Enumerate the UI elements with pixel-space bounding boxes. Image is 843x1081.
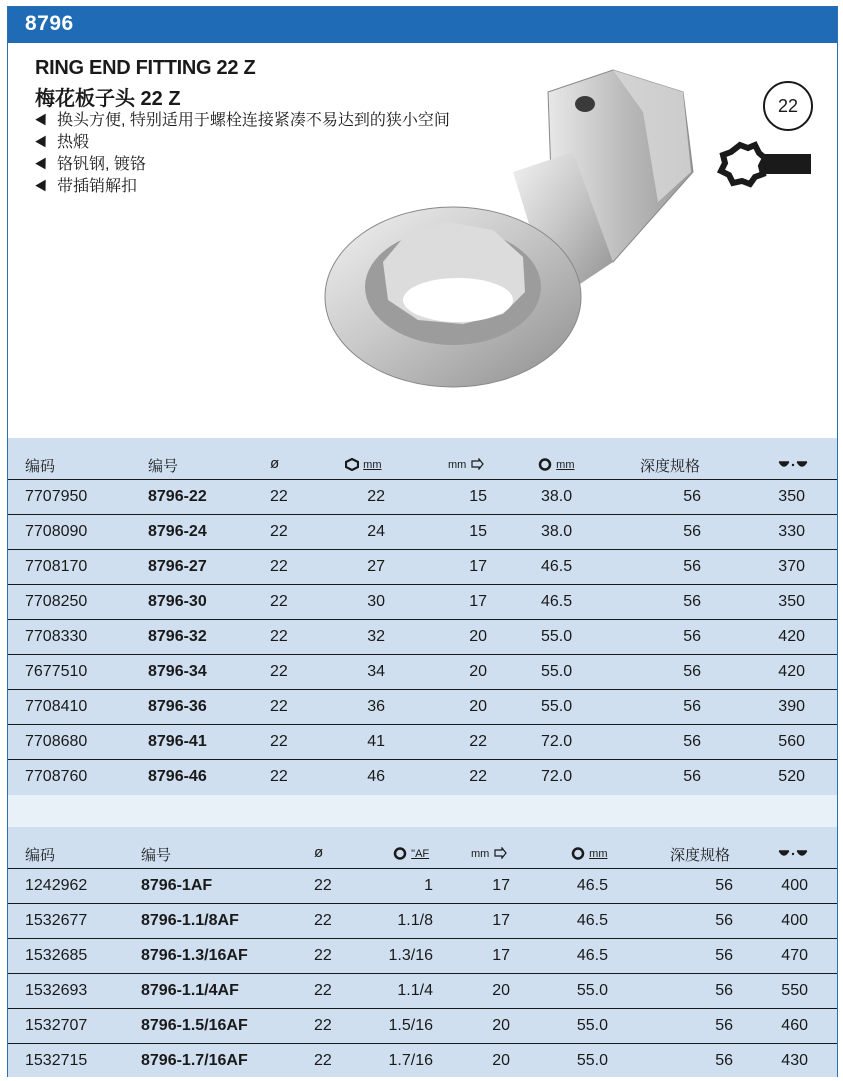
table-header-row (8, 438, 837, 480)
table-row: 7708680 8796-41 22 41 22 72.0 56 560 (8, 725, 837, 760)
feature-item: 热煅 (35, 132, 467, 154)
feature-item: 铬钒钢, 镀铬 (35, 154, 467, 176)
square-drive-icon (471, 458, 489, 470)
feature-item: 换头方便, 特别适用于螺栓连接紧凑不易达到的狭小空间 (35, 110, 467, 132)
col-header-diameter: ø (270, 455, 280, 472)
metric-size-table (8, 438, 837, 795)
col-header-number: 编号 (148, 458, 179, 475)
table-row: 7677510 8796-34 22 34 20 55.0 56 420 (8, 655, 837, 690)
table-row: 7708170 8796-27 22 27 17 46.5 56 370 (8, 550, 837, 585)
table-row: 1532693 8796-1.1/4AF 22 1.1/4 20 55.0 56 550 (8, 974, 837, 1009)
table-header-row (8, 827, 837, 869)
table-row: 7708410 8796-36 22 36 20 55.0 56 390 (8, 690, 837, 725)
col-header-code: 编码 (25, 458, 56, 475)
product-series-code: 8796 (25, 12, 74, 35)
bullet-icon (35, 136, 50, 151)
col-header-diameter: ø (314, 844, 324, 861)
col-header-ring: mm (538, 455, 575, 472)
table-separator (8, 795, 837, 827)
col-header-weight (778, 455, 808, 472)
square-drive-icon (494, 847, 512, 859)
table-row: 1532677 8796-1.1/8AF 22 1.1/8 17 46.5 56 400 (8, 904, 837, 939)
col-header-number: 编号 (141, 847, 172, 864)
col-header-ring: mm (571, 844, 608, 861)
col-header-weight (778, 844, 808, 861)
ring-icon (571, 847, 585, 860)
col-header-depth: 深度规格 (670, 847, 731, 864)
hex-socket-icon (345, 458, 359, 471)
weight-scale-icon (778, 847, 808, 859)
inch-size-table (8, 827, 837, 1077)
table-row: 1532715 8796-1.7/16AF 22 1.7/16 20 55.0 56 430 (25, 1052, 808, 1069)
bullet-icon (35, 114, 50, 129)
title-chinese: 梅花板子头 22 Z (35, 88, 181, 110)
table-row: 7708090 8796-24 22 24 15 38.0 56 330 (8, 515, 837, 550)
ring-icon (538, 458, 552, 471)
table-row: 7707950 8796-22 22 22 15 38.0 56 350 (8, 480, 837, 515)
col-header-square: mm (471, 844, 512, 861)
bullet-icon (35, 158, 50, 173)
table-row: 1242962 8796-1AF 22 1 17 46.5 56 400 (8, 869, 837, 904)
table-row: 1532707 8796-1.5/16AF 22 1.5/16 20 55.0 56 460 (8, 1009, 837, 1044)
col-header-code: 编码 (25, 847, 56, 864)
ring-socket-icon (393, 847, 407, 860)
table-row: 7708250 8796-30 22 30 17 46.5 56 350 (8, 585, 837, 620)
weight-scale-icon (778, 458, 808, 470)
table-row: 7708330 8796-32 22 32 20 55.0 56 420 (8, 620, 837, 655)
table-row: 7708760 8796-46 22 46 22 72.0 56 520 (25, 768, 805, 785)
ring-spanner-icon (715, 137, 815, 191)
ring-end-fitting-image (313, 62, 713, 392)
col-header-depth: 深度规格 (640, 458, 701, 475)
table-row: 1532685 8796-1.3/16AF 22 1.3/16 17 46.5 56 470 (8, 939, 837, 974)
title-english: RING END FITTING 22 Z (35, 57, 256, 79)
bullet-icon (35, 180, 50, 195)
catalog-page (7, 6, 838, 1077)
size-badge: 22 (763, 81, 813, 131)
col-header-af: "AF (393, 844, 429, 861)
col-header-af: mm (345, 455, 382, 472)
feature-item: 带插销解扣 (35, 176, 467, 198)
header-bar (8, 7, 837, 43)
col-header-square: mm (448, 455, 489, 472)
